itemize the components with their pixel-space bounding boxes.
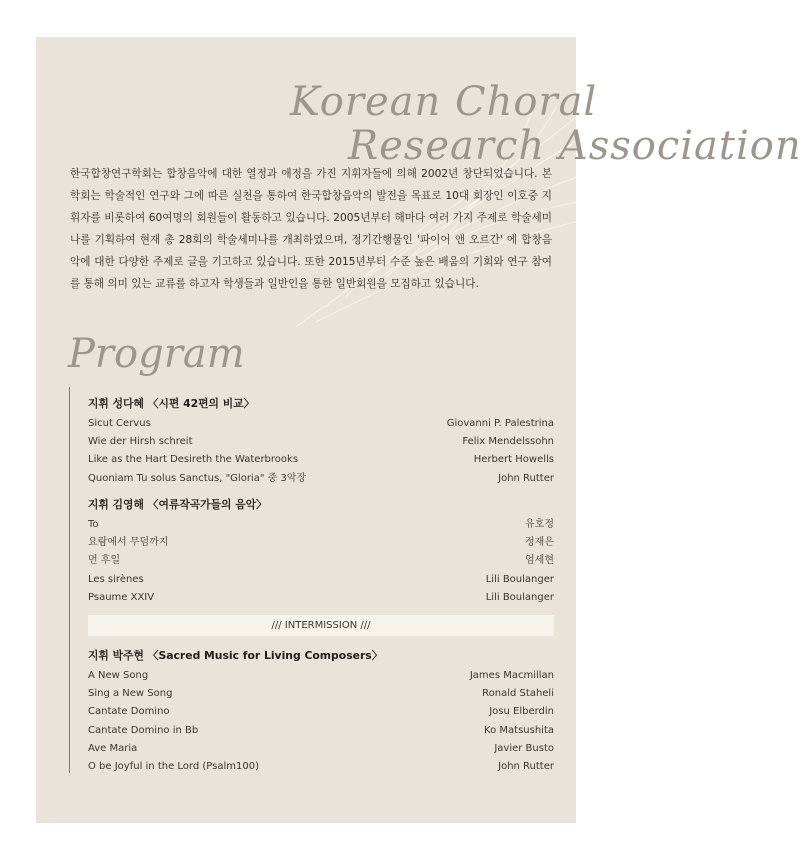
composer-name: Ronald Staheli bbox=[482, 688, 554, 700]
piece-title: Sicut Cervus bbox=[88, 418, 151, 429]
composer-name: Felix Mendelssohn bbox=[462, 436, 554, 448]
piece-title: Like as the Hart Desireth the Waterbrooks bbox=[88, 454, 299, 466]
program-section-1 bbox=[88, 393, 554, 488]
composer-name: 엄세현 bbox=[525, 555, 554, 567]
section-title: 지휘 박주현 〈Sacred Music for Living Composers〉 bbox=[88, 649, 383, 662]
program-row bbox=[88, 703, 554, 721]
composer-name: Lili Boulanger bbox=[485, 591, 554, 603]
intermission-banner: /// INTERMISSION /// bbox=[88, 615, 554, 636]
program-section-2 bbox=[88, 494, 554, 607]
piece-title: 요람에서 무덤까지 bbox=[88, 537, 169, 549]
program-heading: Program bbox=[68, 331, 245, 377]
program-divider-line bbox=[69, 387, 70, 773]
program-row bbox=[88, 758, 554, 776]
piece-title: Ave Maria bbox=[88, 742, 138, 754]
piece-title: Cantate Domino bbox=[88, 706, 170, 718]
piece-title: O be Joyful in the Lord (Psalm100) bbox=[88, 760, 259, 772]
composer-name: Giovanni P. Palestrina bbox=[446, 418, 554, 429]
composer-name: Herbert Howells bbox=[473, 454, 554, 466]
program-row bbox=[88, 740, 554, 758]
composer-name: John Rutter bbox=[498, 472, 554, 484]
program-page bbox=[36, 37, 802, 823]
program-row bbox=[88, 552, 554, 570]
piece-title: Wie der Hirsh schreit bbox=[88, 436, 193, 448]
composer-name: John Rutter bbox=[498, 760, 554, 772]
composer-name: 정재은 bbox=[525, 537, 554, 549]
piece-title: Quoniam Tu solus Sanctus, "Gloria" 중 3악장 bbox=[88, 472, 307, 484]
section-title: 지휘 성다혜 〈시편 42편의 비교〉 bbox=[88, 397, 255, 410]
section-title: 지휘 김영해 〈여류작곡가들의 음악〉 bbox=[88, 498, 267, 511]
title-line-1: Korean Choral bbox=[290, 79, 598, 125]
program-row bbox=[88, 433, 554, 451]
program-row bbox=[88, 589, 554, 607]
program-row bbox=[88, 685, 554, 703]
title-line-2: Research Association bbox=[348, 123, 802, 169]
piece-title: To bbox=[88, 519, 99, 530]
program-row bbox=[88, 470, 554, 488]
piece-title: Psaume XXIV bbox=[88, 591, 155, 603]
composer-name: Ko Matsushita bbox=[484, 724, 554, 736]
program-row bbox=[88, 722, 554, 740]
program-row bbox=[88, 571, 554, 589]
program-section-3 bbox=[88, 645, 554, 776]
program-row bbox=[88, 516, 554, 534]
piece-title: 먼 후일 bbox=[88, 555, 121, 567]
program-row bbox=[88, 667, 554, 685]
composer-name: Javier Busto bbox=[494, 742, 554, 754]
program-row bbox=[88, 415, 554, 433]
composer-name: Lili Boulanger bbox=[485, 573, 554, 585]
program-row bbox=[88, 534, 554, 552]
composer-name: James Macmillan bbox=[469, 670, 554, 681]
piece-title: A New Song bbox=[88, 670, 149, 681]
piece-title: Les sirènes bbox=[88, 573, 144, 585]
composer-name: 유호정 bbox=[525, 519, 554, 530]
piece-title: Sing a New Song bbox=[88, 688, 173, 700]
piece-title: Cantate Domino in Bb bbox=[88, 724, 199, 736]
composer-name: Josu Elberdin bbox=[489, 706, 554, 718]
program-row bbox=[88, 451, 554, 469]
intro-paragraph: 한국합창연구학회는 합창음악에 대한 열정과 애정을 가진 지휘자들에 의해 2002년 창단되었습니다. 본 학회는 학술적인 연구와 그에 따른 실천을 통하여 한국합창음악의 발전을 목표로 10대 회장인 이호중 지휘자를 비롯하여 60여명의 회원들이 활동하고 있습니다. 2005년부터 해마다 여러 가지 주제로 학술세미나를 기획하여 현재 총 28회의 학술세미나를 개최하였으며, 정기간행물인 '파이어 앤 오르간' 에 합창음악에 대한 다양한 주제로 글을 기고하고 있습니다. 또한 2015년부터 수준 높은 배움의 기회와 연구 참여를 통해 의미 있는 교류를 하고자 학생들과 일반인을 통한 일반회원을 모집하고 있습니다. bbox=[70, 168, 552, 290]
